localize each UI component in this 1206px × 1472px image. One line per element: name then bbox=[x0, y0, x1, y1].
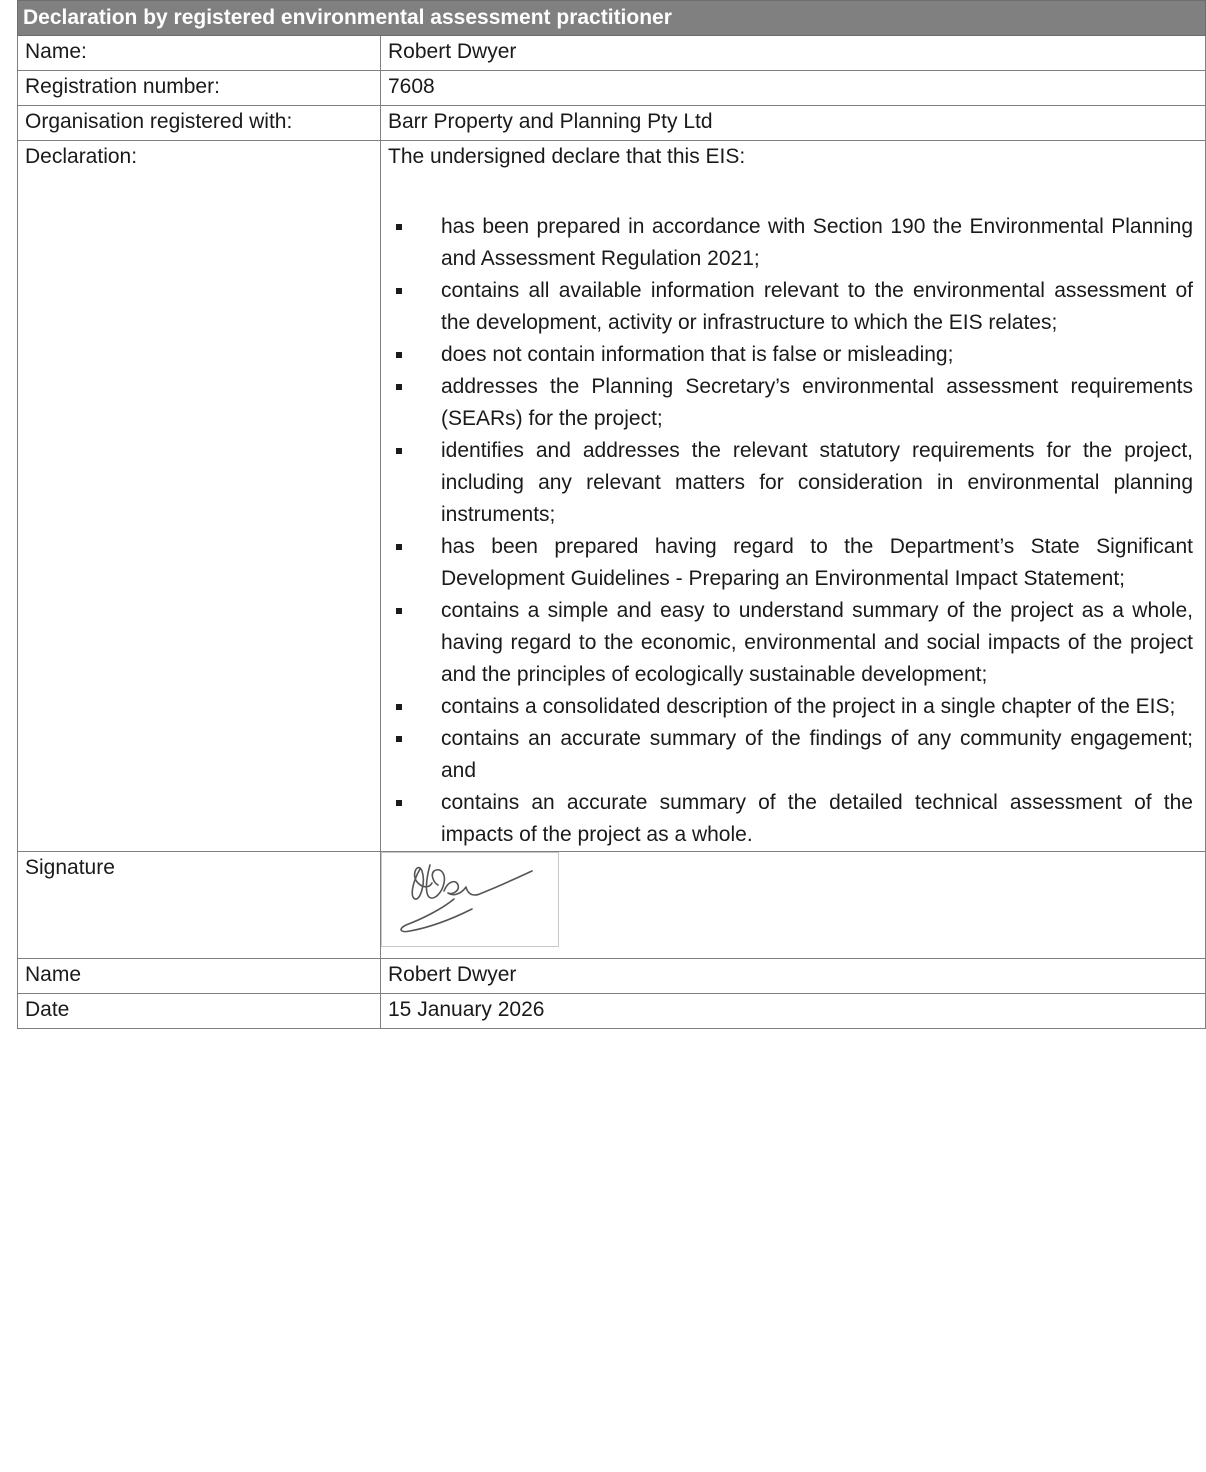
bullet-icon bbox=[396, 384, 402, 390]
declaration-item bbox=[388, 531, 1193, 595]
row-label: Organisation registered with: bbox=[18, 106, 381, 141]
bullet-icon bbox=[396, 736, 402, 742]
declaration-item-text: contains an accurate summary of the findings of any community engagement; and bbox=[441, 727, 1193, 782]
table-row bbox=[18, 106, 1206, 141]
signature-image bbox=[381, 852, 559, 947]
declaration-intro: The undersigned declare that this EIS: bbox=[388, 145, 746, 168]
row-label: Name bbox=[18, 959, 381, 994]
row-label: Date bbox=[18, 994, 381, 1029]
bullet-icon bbox=[396, 800, 402, 806]
table-row bbox=[18, 141, 1206, 852]
declaration-item-text: does not contain information that is false or misleading; bbox=[441, 343, 954, 366]
header-row bbox=[18, 1, 1206, 36]
table-row bbox=[18, 994, 1206, 1029]
declaration-item-text: contains a consolidated description of the project in a single chapter of the EIS; bbox=[441, 695, 1176, 718]
declaration-item-text: identifies and addresses the relevant statutory requirements for the project, including any relevant matters for consideration in environmental planning instruments; bbox=[441, 439, 1193, 526]
row-label: Name: bbox=[18, 36, 381, 71]
row-value: Robert Dwyer bbox=[381, 36, 1206, 71]
declaration-table bbox=[17, 0, 1206, 1029]
declaration-item bbox=[388, 787, 1193, 851]
table-row bbox=[18, 852, 1206, 959]
bullet-icon bbox=[396, 544, 402, 550]
table-row bbox=[18, 959, 1206, 994]
row-label: Declaration: bbox=[18, 141, 381, 852]
table-header: Declaration by registered environmental assessment practitioner bbox=[18, 1, 1206, 36]
declaration-item bbox=[388, 275, 1193, 339]
declaration-item-text: contains all available information relevant to the environmental assessment of the development, activity or infrastructure to which the EIS relates; bbox=[441, 279, 1193, 334]
declaration-list bbox=[388, 211, 1193, 851]
declaration-item bbox=[388, 339, 1193, 371]
table-row bbox=[18, 36, 1206, 71]
declaration-item bbox=[388, 435, 1193, 531]
declaration-item-text: has been prepared in accordance with Section 190 the Environmental Planning and Assessment Regulation 2021; bbox=[441, 215, 1193, 270]
bullet-icon bbox=[396, 288, 402, 294]
bullet-icon bbox=[396, 224, 402, 230]
declaration-item bbox=[388, 211, 1193, 275]
bullet-icon bbox=[396, 448, 402, 454]
row-value: 7608 bbox=[381, 71, 1206, 106]
row-value: Barr Property and Planning Pty Ltd bbox=[381, 106, 1206, 141]
table-row bbox=[18, 71, 1206, 106]
declaration-item bbox=[388, 371, 1193, 435]
row-value: 15 January 2026 bbox=[381, 994, 1206, 1029]
signature-cell bbox=[381, 852, 1206, 959]
declaration-item bbox=[388, 595, 1193, 691]
bullet-icon bbox=[396, 608, 402, 614]
declaration-item-text: addresses the Planning Secretary’s environmental assessment requirements (SEARs) for the project; bbox=[441, 375, 1193, 430]
declaration-body bbox=[381, 141, 1206, 852]
bullet-icon bbox=[396, 704, 402, 710]
spacer bbox=[388, 173, 1193, 211]
declaration-item-text: contains an accurate summary of the detailed technical assessment of the impacts of the project as a whole. bbox=[441, 791, 1193, 846]
row-label: Signature bbox=[18, 852, 381, 959]
row-label: Registration number: bbox=[18, 71, 381, 106]
declaration-item bbox=[388, 723, 1193, 787]
declaration-item bbox=[388, 691, 1193, 723]
row-value: Robert Dwyer bbox=[381, 959, 1206, 994]
declaration-item-text: has been prepared having regard to the Department’s State Significant Development Guidelines - Preparing an Environmental Impact Statement; bbox=[441, 535, 1193, 590]
bullet-icon bbox=[396, 352, 402, 358]
signature-icon bbox=[382, 853, 558, 946]
declaration-item-text: contains a simple and easy to understand summary of the project as a whole, having regard to the economic, environmental and social impacts of the project and the principles of ecologically sustainable development; bbox=[441, 599, 1193, 686]
